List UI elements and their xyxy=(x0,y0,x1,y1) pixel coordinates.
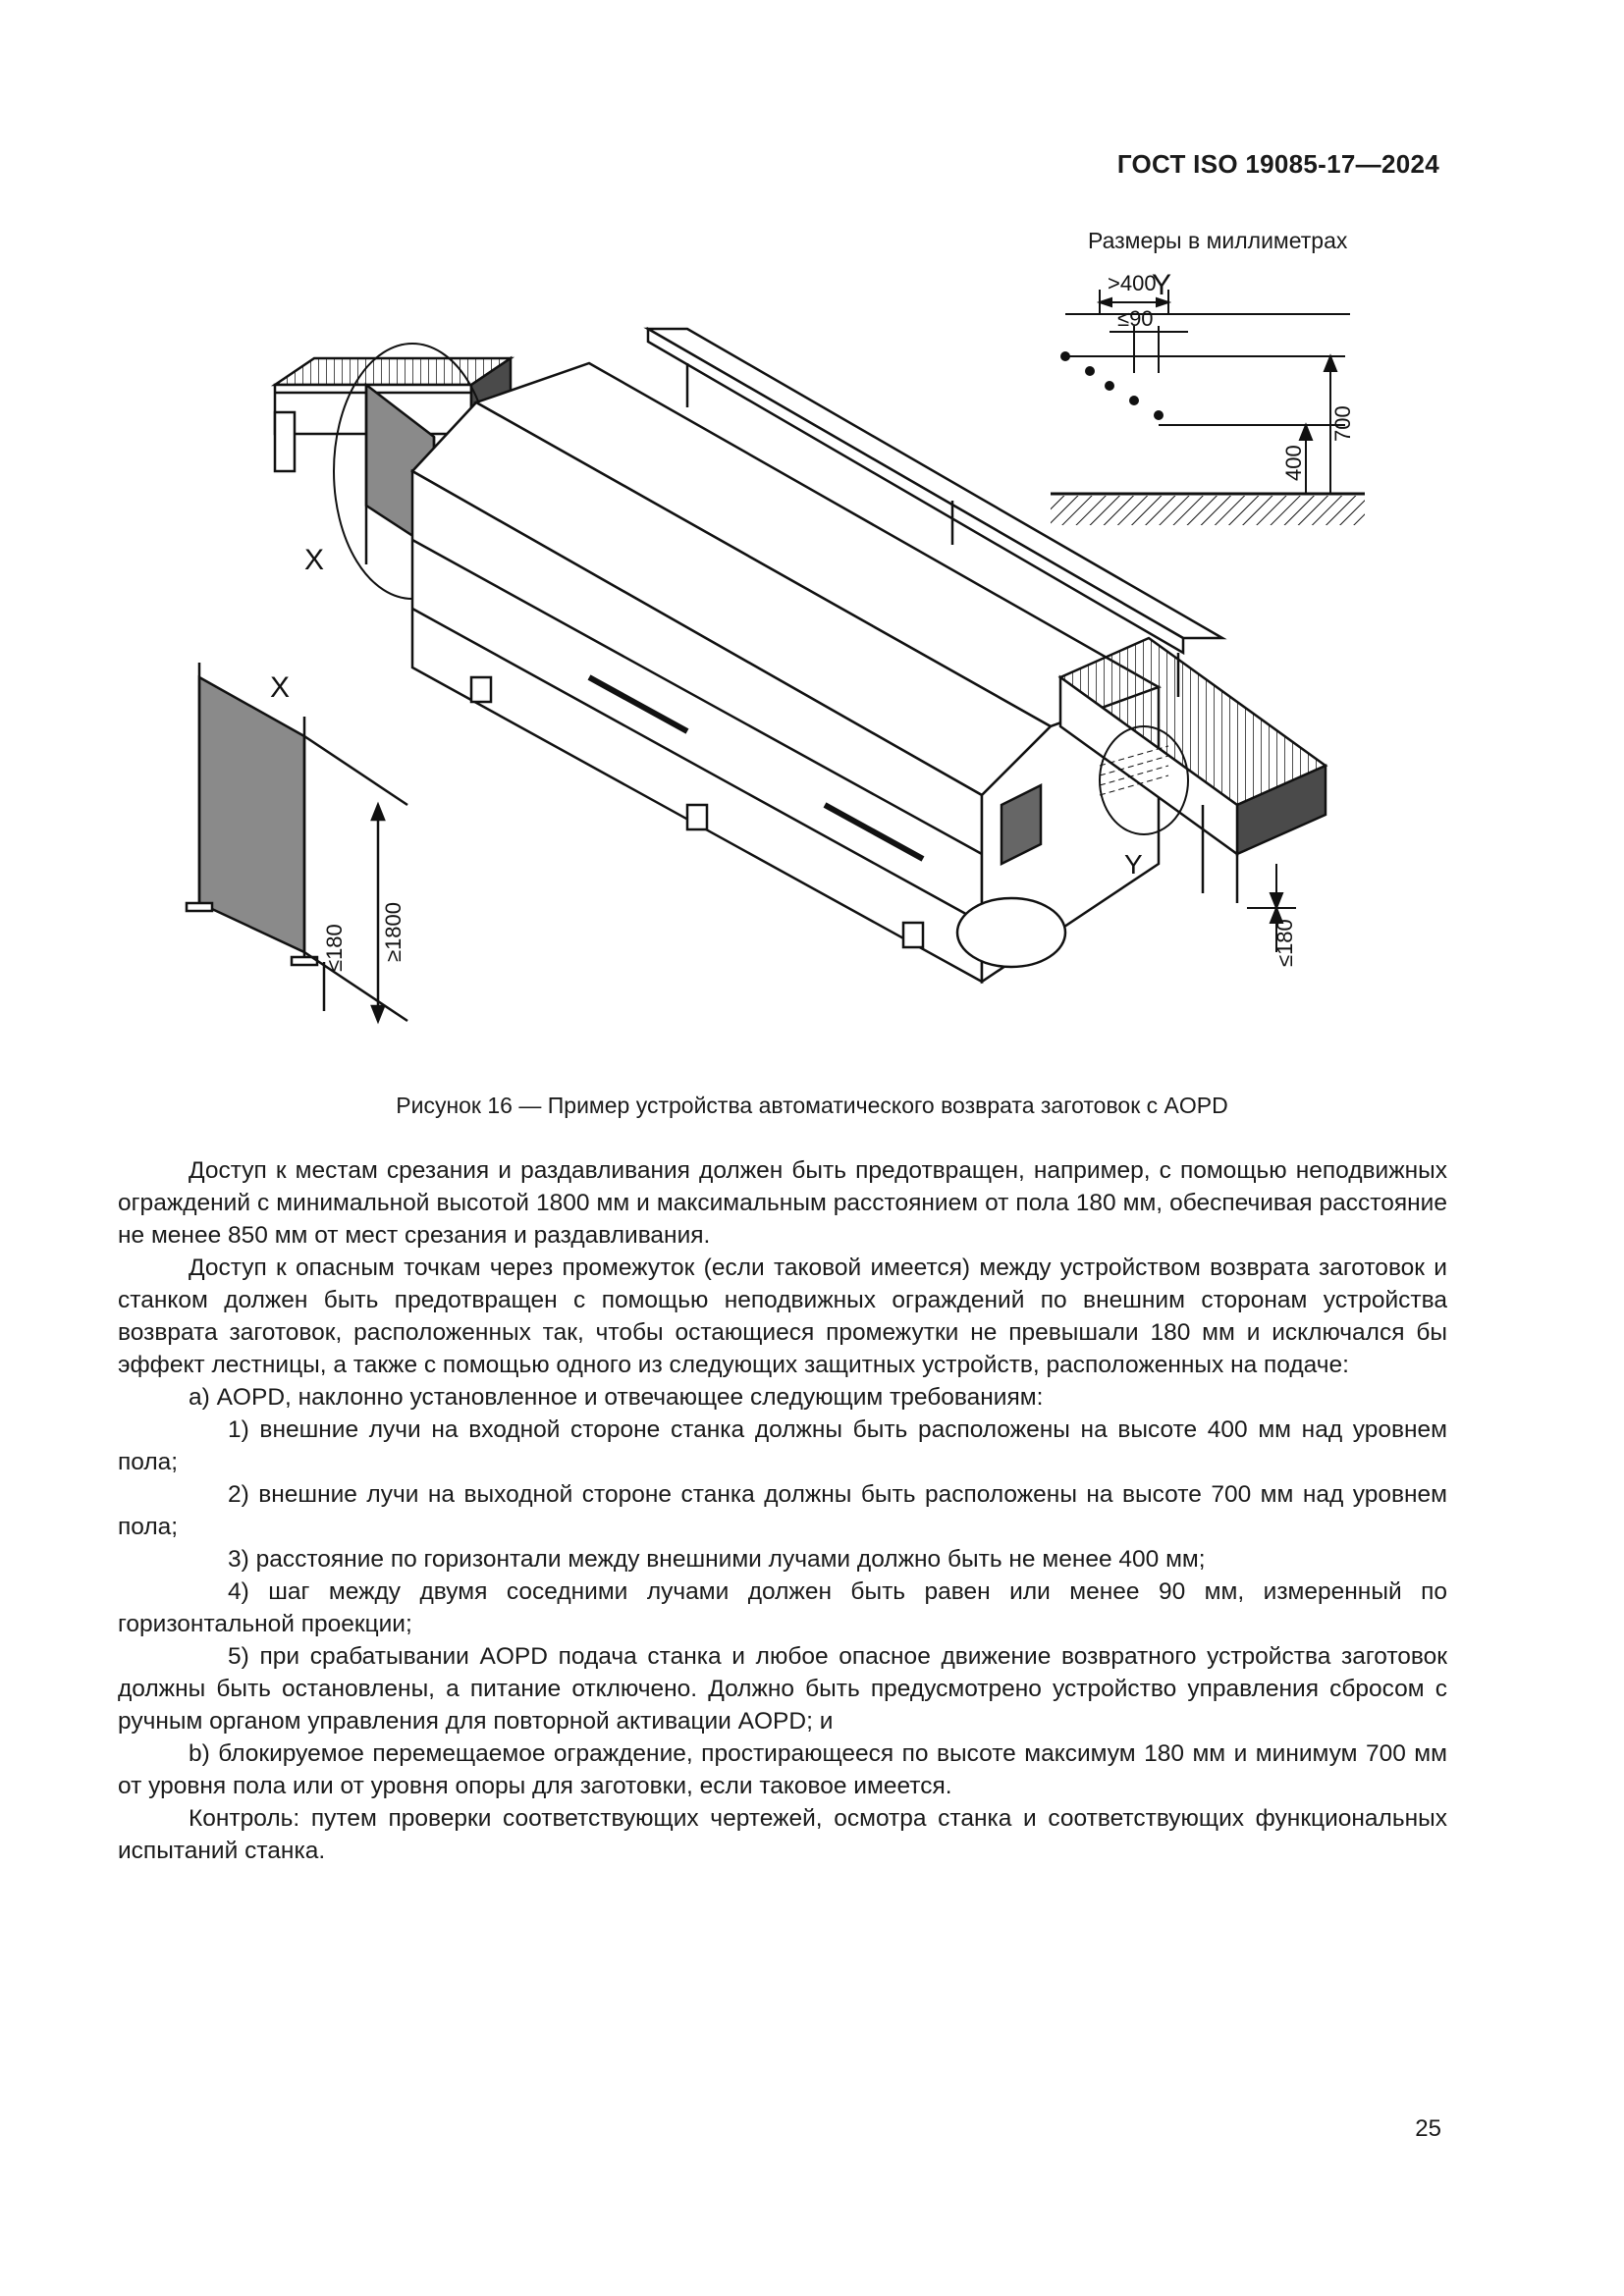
dim-le180-right: ≤180 xyxy=(1272,919,1297,967)
body-text xyxy=(118,1154,1447,1867)
machine-body xyxy=(412,363,1159,982)
paragraph-access-cutting: Доступ к местам срезания и раздавливания должен быть предотвращен, например, с помощью неподвижных ограждений с минимальной высотой 1800 мм и максимальным расстоянием от пола 180 мм, обеспечивая расстояние не менее 850 мм от мест срезания и раздавливания. xyxy=(118,1157,1447,1249)
dim-le180-left: ≤180 xyxy=(322,924,347,972)
dim-400: 400 xyxy=(1281,445,1306,481)
dim-gt400: >400 xyxy=(1108,271,1157,295)
list-item-b: b) блокируемое перемещаемое ограждение, простирающееся по высоте максимум 180 мм и минимум 700 мм от уровня пола или от уровня опоры для заготовки, если таковое имеется. xyxy=(118,1740,1447,1799)
page-number: 25 xyxy=(1415,2115,1441,2142)
list-item-3: 3) расстояние по горизонтали между внешними лучами должно быть не менее 400 мм; xyxy=(228,1546,1206,1573)
list-item-2: 2) внешние лучи на выходной стороне станка должны быть расположены на высоте 700 мм над уровнем пола; xyxy=(118,1481,1447,1540)
label-y-detail: Y xyxy=(1152,269,1172,301)
detail-y-diagram xyxy=(1051,290,1365,525)
dim-le90: ≤90 xyxy=(1117,306,1154,331)
document-id: ГОСТ ISO 19085-17—2024 xyxy=(1116,149,1439,179)
dim-700: 700 xyxy=(1330,405,1355,442)
list-item-1: 1) внешние лучи на входной стороне станка должны быть расположены на высоте 400 мм над уровнем пола; xyxy=(118,1416,1447,1475)
label-y-main: Y xyxy=(1124,849,1143,880)
label-x-main: X xyxy=(304,544,325,576)
paragraph-access-hazard-points: Доступ к опасным точкам через промежуток (если таковой имеется) между устройством возврата заготовок и станком должен быть предотвращен с помощью неподвижных ограждений по внешним сторонам устройства возврата заготовок, расположенных так, чтобы остающиеся промежутки не превышали 180 мм и исключался бы эффект лестницы, а также с помощью одного из следующих защитных устройств, расположенных на подаче: xyxy=(118,1255,1447,1378)
units-note: Размеры в миллиметрах xyxy=(1088,228,1348,253)
list-item-5: 5) при срабатывании AOPD подача станка и любое опасное движение возвратного устройства заготовок должны быть остановлены, а питание отключено. Должно быть предусмотрено устройство управления сбросом с ручным органом управления для повторной активации AOPD; и xyxy=(118,1643,1447,1735)
dim-ge1800: ≥1800 xyxy=(381,901,406,962)
list-item-a: а) AOPD, наклонно установленное и отвечающее следующим требованиям: xyxy=(189,1384,1044,1411)
machine-illustration xyxy=(177,216,1453,1080)
detail-x-guard xyxy=(187,663,407,1021)
paragraph-control: Контроль: путем проверки соответствующих чертежей, осмотра станка и соответствующих функциональных испытаний станка. xyxy=(118,1805,1447,1864)
figure-caption: Рисунок 16 — Пример устройства автоматического возврата заготовок с AOPD xyxy=(396,1093,1228,1118)
label-x-detail: X xyxy=(270,671,291,704)
list-item-4: 4) шаг между двумя соседними лучами должен быть равен или менее 90 мм, измеренный по горизонтальной проекции; xyxy=(118,1578,1447,1637)
figure-16 xyxy=(177,216,1453,1080)
